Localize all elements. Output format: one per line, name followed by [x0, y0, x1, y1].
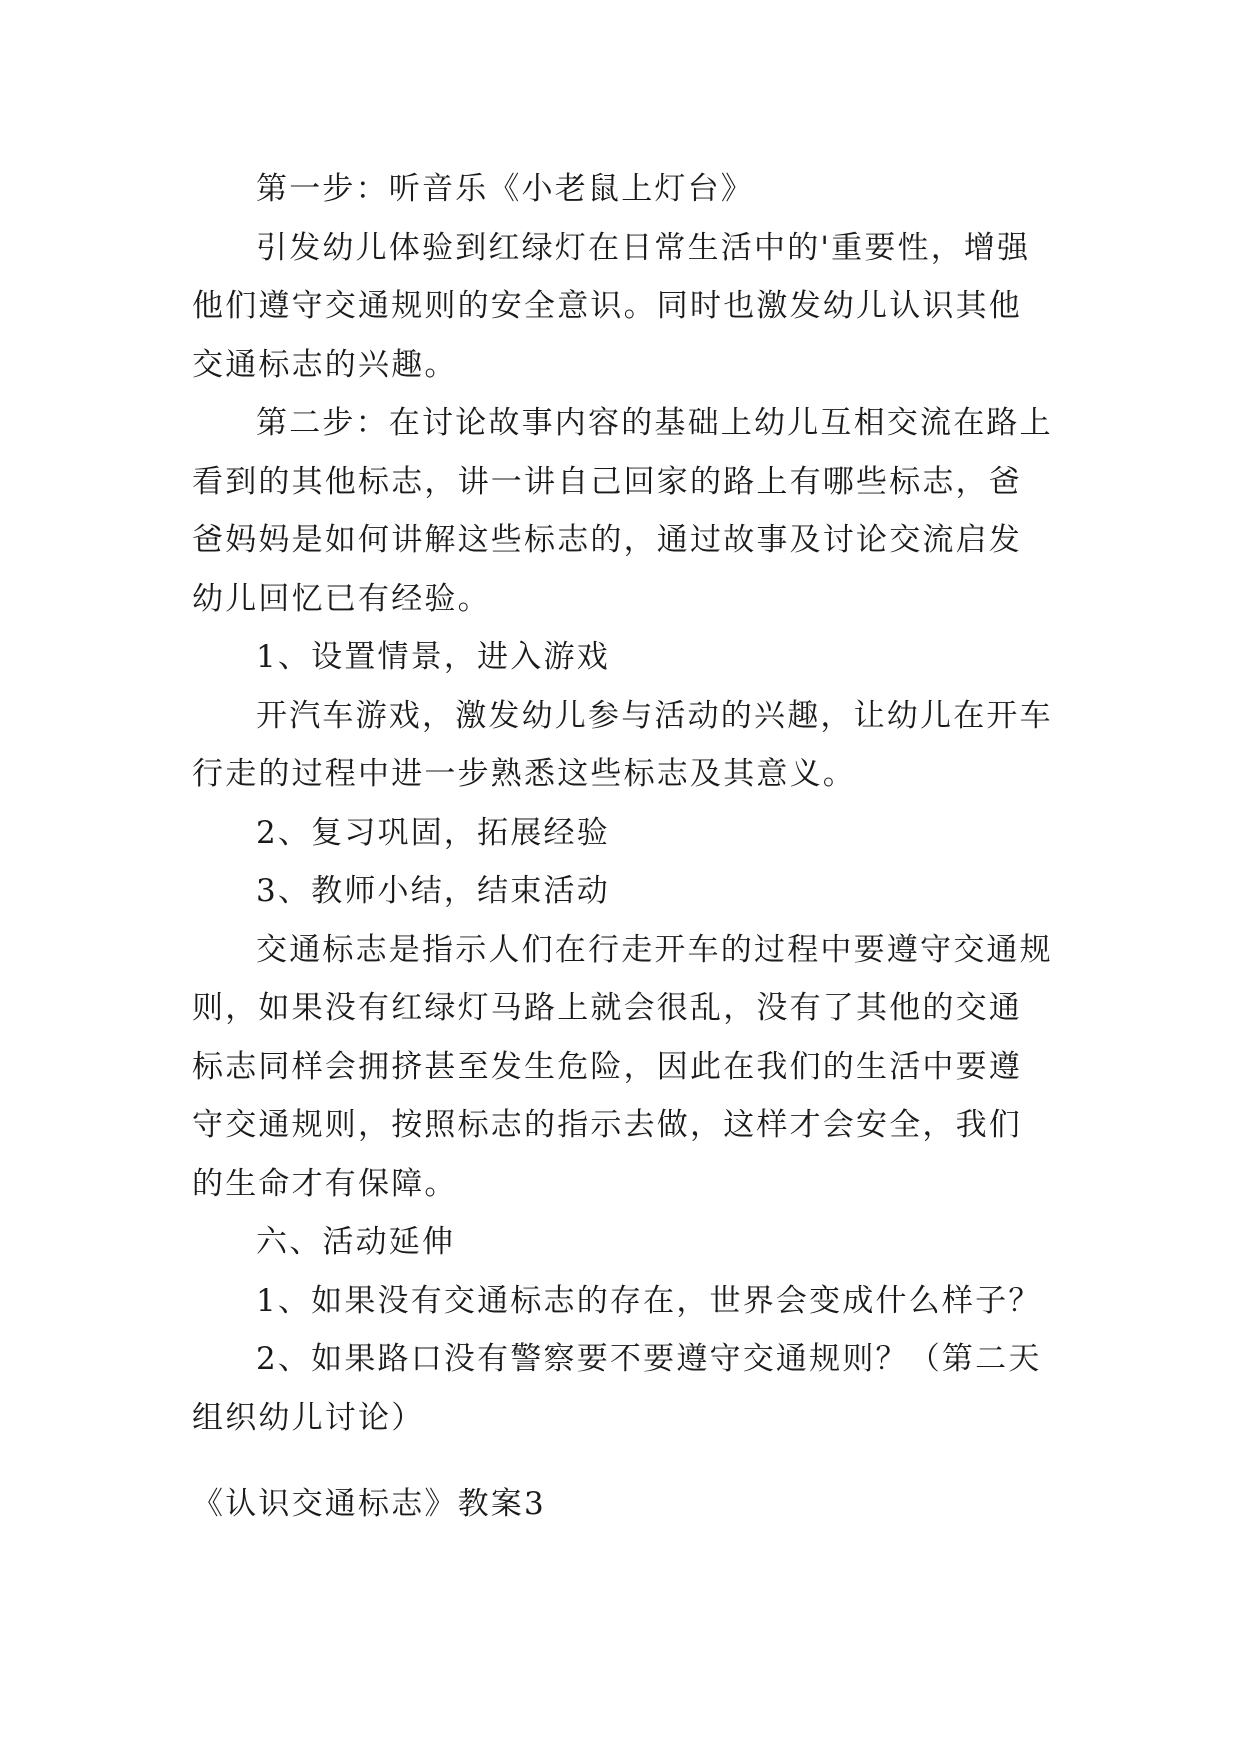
paragraph-question-two: 2、如果路口没有警察要不要遵守交通规则？（第二天组织幼儿讨论）	[192, 1341, 1042, 1436]
paragraph-review: 2、复习巩固，拓展经验	[256, 814, 610, 851]
paragraph-teacher-summary: 3、教师小结，结束活动	[256, 873, 610, 909]
paragraph-summary-text: 交通标志是指示人们在行走开车的过程中要遵守交通规则，如果没有红绿灯马路上就会很乱，没有了其他的交通标志同样会拥挤甚至发生危险，因此在我们的生活中要遵守交通规则，按照标志的指示去做，这样才会安全，我们的生命才有保障。	[192, 931, 1053, 1202]
paragraph-activity-extension: 六、活动延伸	[256, 1224, 456, 1260]
paragraph-step-two: 第二步：在讨论故事内容的基础上幼儿互相交流在路上看到的其他标志，讲一讲自己回家的路上有哪些标志，爸爸妈妈是如何讲解这些标志的，通过故事及讨论交流启发幼儿回忆已有经验。	[192, 405, 1053, 617]
paragraph-driving-game: 开汽车游戏，激发幼儿参与活动的兴趣，让幼儿在开车行走的过程中进一步熟悉这些标志及其意义。	[192, 697, 1053, 792]
paragraph-set-scene: 1、设置情景，进入游戏	[256, 639, 610, 675]
paragraph-traffic-light-importance: 引发幼儿体验到红绿灯在日常生活中的'重要性，增强他们遵守交通规则的安全意识。同时也激发幼儿认识其他交通标志的兴趣。	[192, 229, 1031, 383]
paragraph-question-one: 1、如果没有交通标志的存在，世界会变成什么样子？	[256, 1282, 1042, 1319]
document-body	[192, 160, 1054, 1447]
paragraph-step-one: 第一步：听音乐《小老鼠上灯台》	[256, 171, 754, 207]
section-title: 《认识交通标志》教案3	[192, 1486, 546, 1522]
